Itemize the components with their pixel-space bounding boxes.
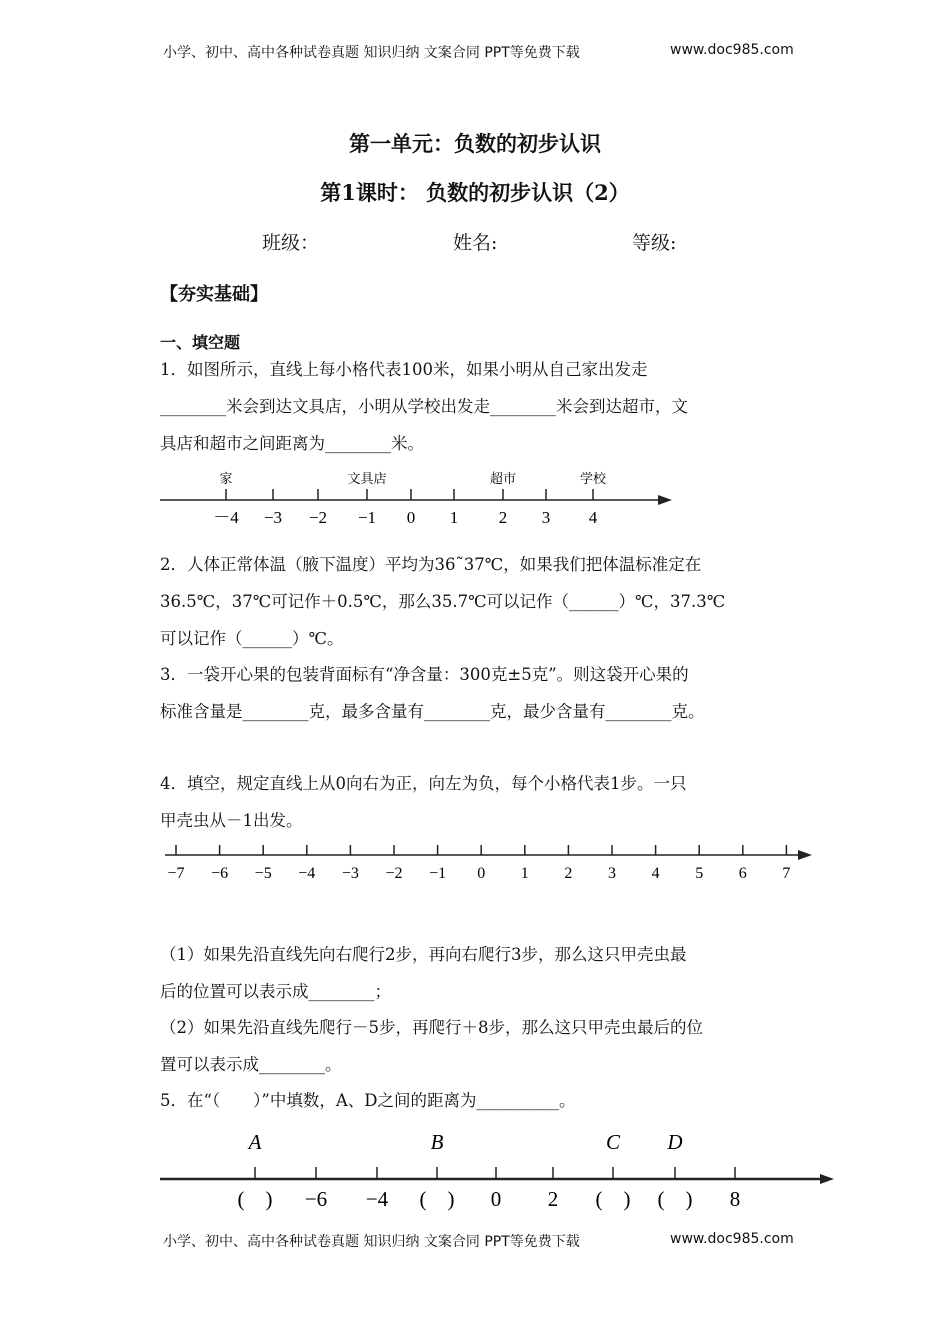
text-line: 置可以表示成________。: [160, 1055, 342, 1074]
nl3-tick-label: −6: [304, 1187, 328, 1211]
nl1-tick-label: 1: [449, 508, 459, 527]
text-line: 5．在“（ ）”中填数，A、D之间的距离为__________。: [160, 1091, 576, 1110]
nl1-point-label: 超市: [489, 471, 517, 486]
nl3-point-label: D: [667, 1130, 683, 1154]
nl2-tick-label: 1: [520, 865, 529, 882]
nl1-point-label: 家: [219, 471, 233, 486]
nl3-tick-label: 8: [729, 1187, 741, 1211]
name-label: 姓名:: [453, 232, 498, 254]
nl2-tick-label: 4: [651, 865, 660, 882]
nl3-tick-label: −4: [365, 1187, 389, 1211]
nl2-tick-label: 2: [564, 865, 573, 882]
nl1-point-label: 文具店: [347, 471, 387, 486]
class-label: 班级：: [262, 232, 320, 254]
nl3-tick-label: ( ): [595, 1187, 631, 1211]
nl1-point-label: 学校: [579, 471, 607, 486]
nl2-tick-label: −7: [167, 865, 185, 882]
nl2-tick-label: 3: [608, 865, 616, 882]
nl2-arrow-icon: [798, 850, 812, 860]
grade-label: 等级:: [632, 232, 677, 254]
page-subtitle: 第1课时： 负数的初步认识（2）: [320, 180, 630, 205]
page-title: 第一单元：负数的初步认识: [349, 131, 601, 156]
nl3-tick-label: ( ): [419, 1187, 455, 1211]
nl2-tick-label: −4: [298, 865, 316, 882]
text-line: 4．填空，规定直线上从0向右为正，向左为负，每个小格代表1步。一只: [160, 774, 687, 793]
nl2-tick-label: −3: [341, 865, 359, 882]
nl2-tick-label: −5: [254, 865, 272, 882]
text-line: 2．人体正常体温（腋下温度）平均为36˜37℃，如果我们把体温标准定在: [160, 555, 702, 574]
text-line: （2）如果先沿直线先爬行－5步，再爬行＋8步，那么这只甲壳虫最后的位: [160, 1018, 703, 1037]
text-line: 36.5℃，37℃可记作＋0.5℃，那么35.7℃可以记作（______）℃，37.3℃: [160, 592, 726, 611]
nl1-tick-label: 2: [498, 508, 508, 527]
footer-text: 小学、初中、高中各种试卷真题 知识归纳 文案合同 PPT等免费下载: [163, 1234, 580, 1250]
text-line: 标准含量是________克，最多含量有________克，最少含量有________克。: [160, 702, 705, 721]
nl3-tick-label: ( ): [237, 1187, 273, 1211]
header-url: www.doc985.com: [670, 42, 794, 58]
text-line: 1．如图所示，直线上每小格代表100米，如果小明从自己家出发走: [160, 360, 648, 379]
nl3-point-label: B: [430, 1130, 444, 1154]
nl3-tick-label: 2: [547, 1187, 559, 1211]
text-line: 后的位置可以表示成________；: [160, 982, 391, 1001]
nl1-tick-label: −2: [308, 508, 328, 527]
nl1-arrow-icon: [658, 495, 672, 505]
text-line: 可以记作（______）℃。: [160, 629, 344, 648]
nl3-arrow-icon: [820, 1174, 834, 1184]
nl2-tick-label: 6: [738, 865, 747, 882]
header-text: 小学、初中、高中各种试卷真题 知识归纳 文案合同 PPT等免费下载: [163, 45, 580, 61]
text-line: （1）如果先沿直线先向右爬行2步，再向右爬行3步，那么这只甲壳虫最: [160, 945, 687, 964]
nl2-tick-label: 7: [782, 865, 791, 882]
nl2-tick-label: −6: [211, 865, 229, 882]
nl1-tick-label: 4: [588, 508, 598, 527]
part-heading: 一、填空题: [160, 333, 241, 352]
nl1-tick-label: −3: [263, 508, 283, 527]
nl2-tick-label: −2: [385, 865, 403, 882]
text-line: 3．一袋开心果的包装背面标有“净含量：300克±5克”。则这袋开心果的: [160, 665, 689, 684]
nl1-tick-label: 3: [541, 508, 551, 527]
nl1-tick-label: －4: [213, 508, 239, 527]
text-line: 具店和超市之间距离为________米。: [160, 434, 424, 453]
section-heading: 【夯实基础】: [160, 284, 268, 305]
nl3-tick-label: 0: [490, 1187, 502, 1211]
nl2-tick-label: −1: [429, 865, 447, 882]
nl2-tick-label: 5: [695, 865, 704, 882]
nl1-tick-label: 0: [406, 508, 416, 527]
nl3-point-label: C: [605, 1130, 621, 1154]
nl1-tick-label: −1: [357, 508, 377, 527]
text-line: 甲壳虫从－1出发。: [160, 811, 303, 830]
text-line: ________米会到达文具店，小明从学校出发走________米会到达超市，文: [160, 397, 688, 416]
footer-url: www.doc985.com: [670, 1231, 794, 1247]
nl2-tick-label: 0: [477, 865, 486, 882]
nl3-point-label: A: [248, 1130, 262, 1154]
nl3-tick-label: ( ): [657, 1187, 693, 1211]
